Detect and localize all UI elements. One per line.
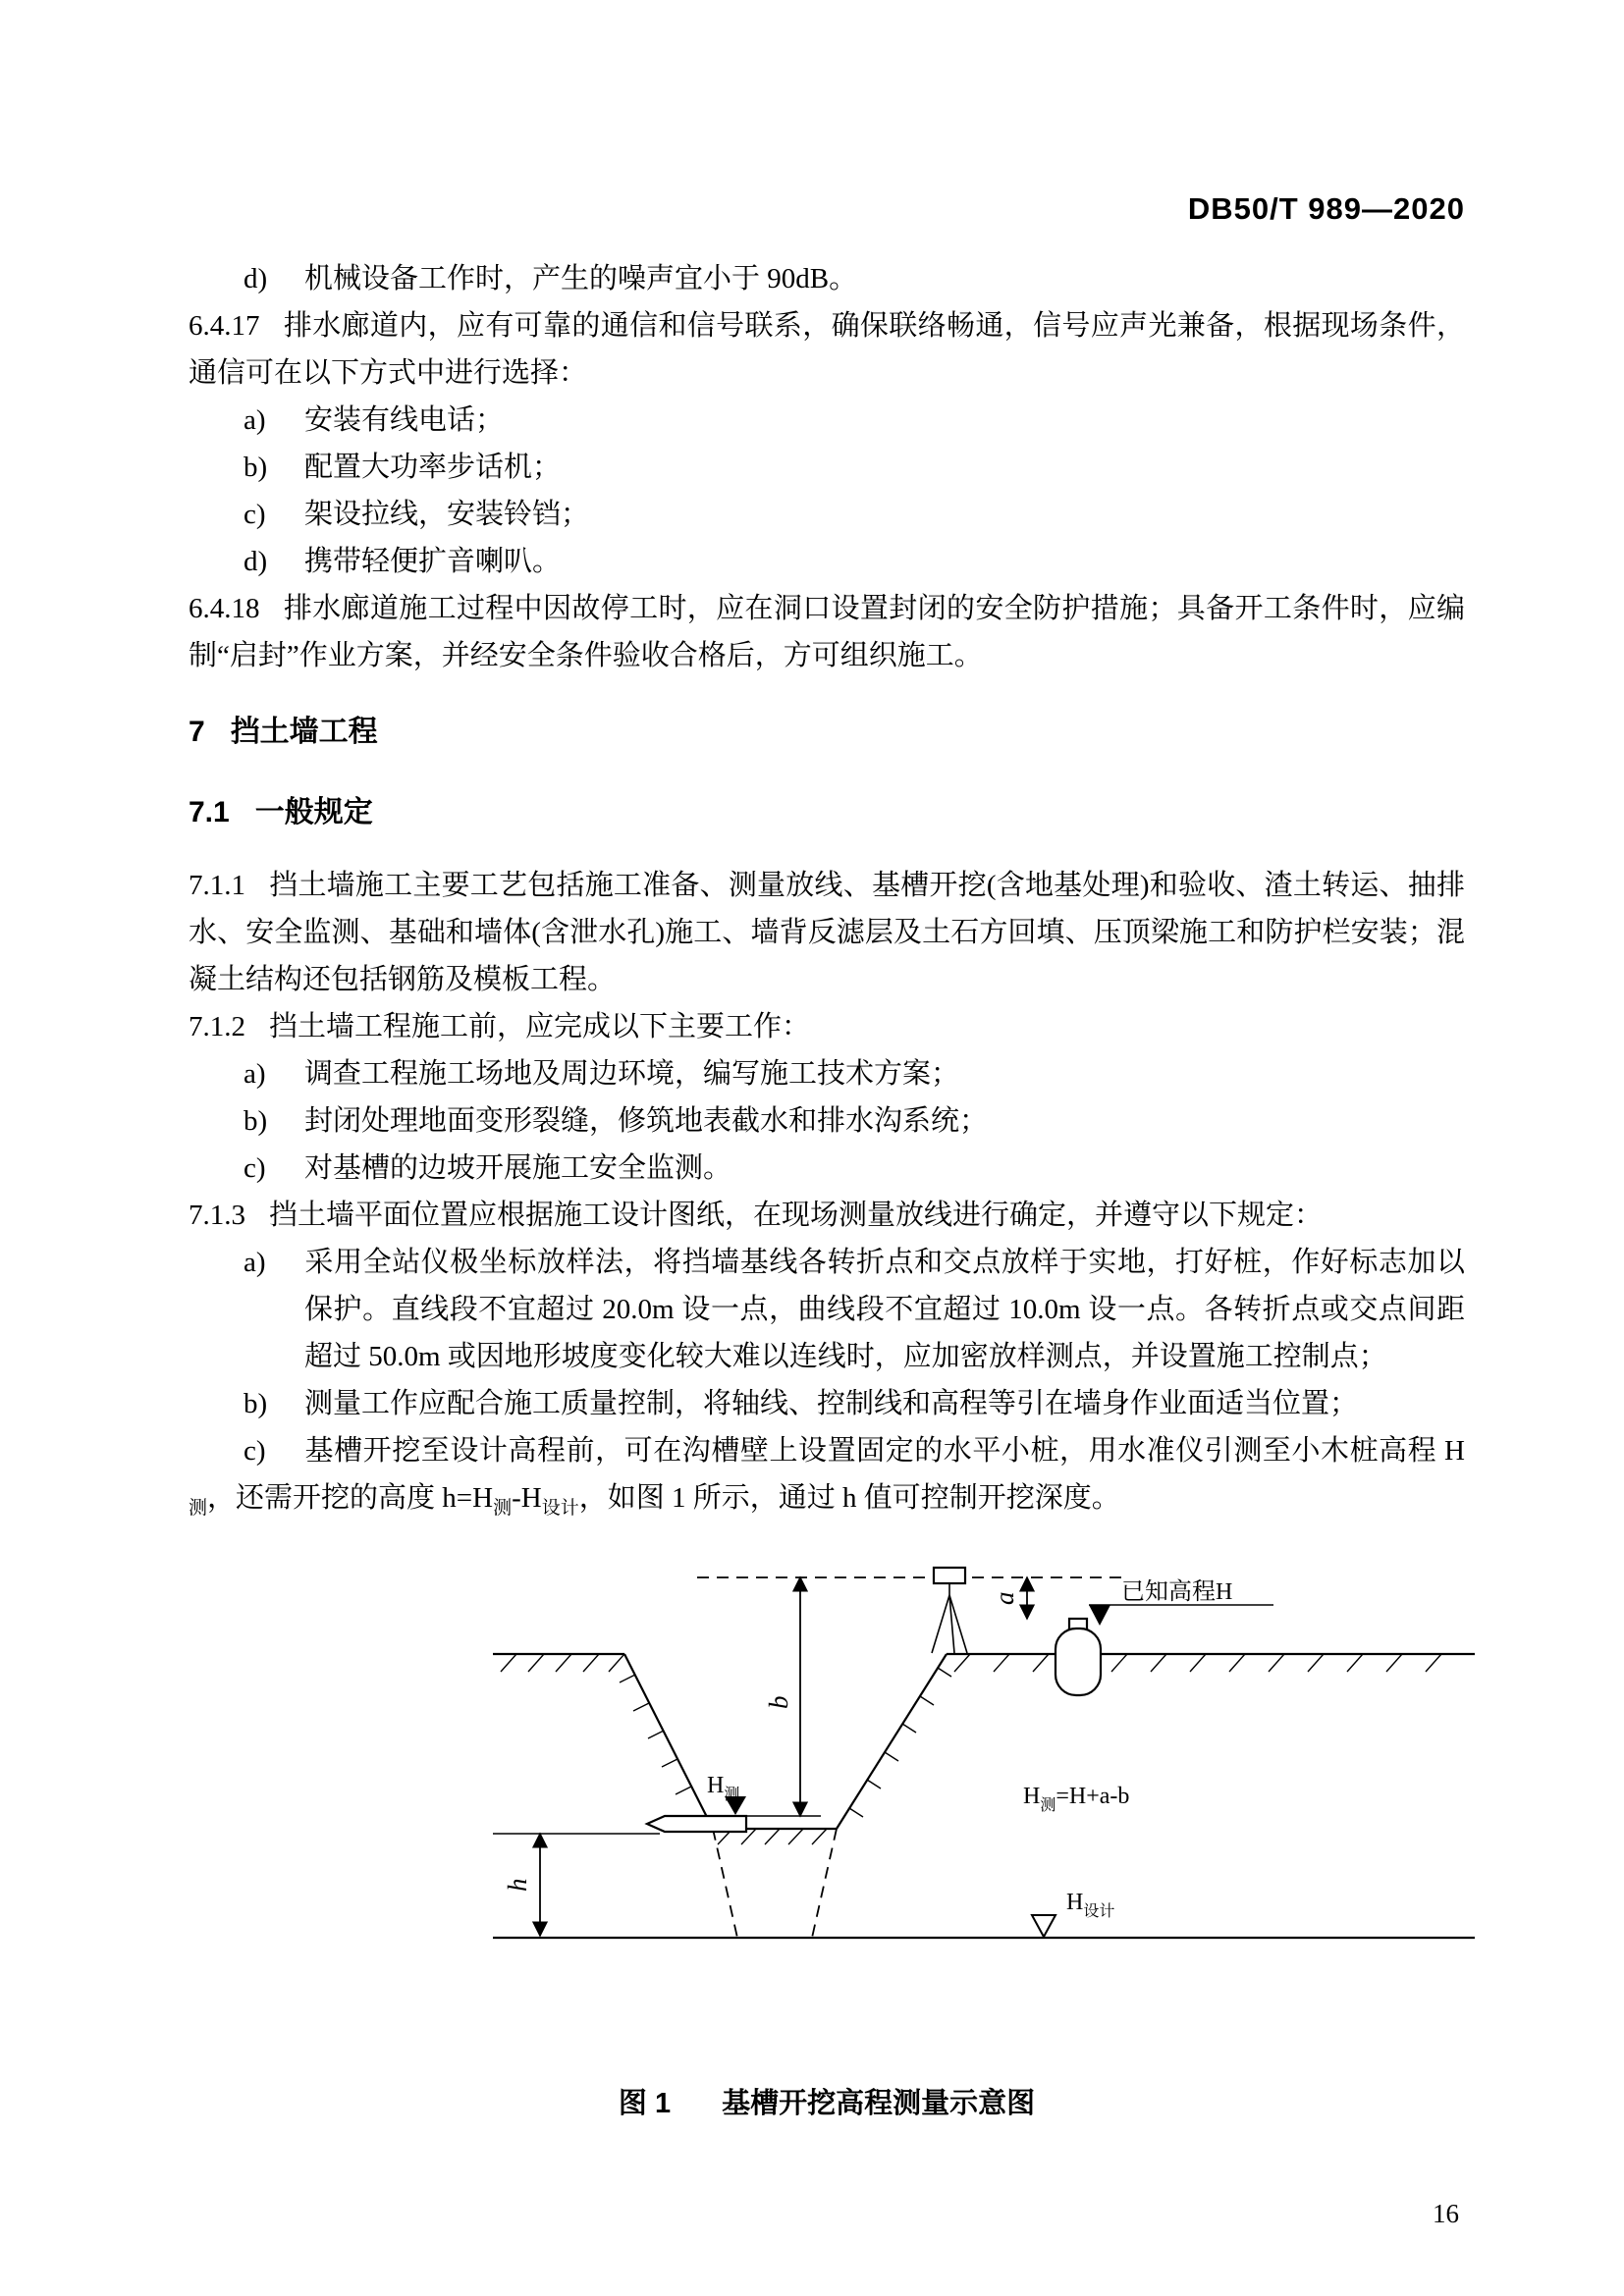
clause-text: 挡土墙平面位置应根据施工设计图纸，在现场测量放线进行确定，并遵守以下规定： <box>269 1200 1324 1231</box>
clause-7-1-3 <box>189 1192 1465 1239</box>
section-number: 7 <box>189 716 205 748</box>
remaining-excavation-right <box>812 1829 837 1938</box>
subscript: 测 <box>189 1498 208 1519</box>
list-item-text: 配置大功率步话机； <box>304 452 562 483</box>
list-item-label: a) <box>244 1058 266 1090</box>
clause-number: 7.1.3 <box>189 1200 245 1231</box>
figure-caption-title: 基槽开挖高程测量示意图 <box>722 2088 1036 2119</box>
figure-1-diagram <box>493 1560 1465 1952</box>
dimension-a <box>990 1577 1027 1619</box>
svg-text:h: h <box>503 1878 532 1892</box>
subscript: 测 <box>493 1498 513 1519</box>
list-item-label: c) <box>244 1152 266 1184</box>
benchmark-marker <box>1056 1619 1101 1695</box>
stake <box>647 1816 746 1832</box>
subscript: 设计 <box>541 1498 579 1519</box>
dimension-h <box>503 1834 540 1936</box>
list-item-a <box>189 1050 1465 1097</box>
list-item-b <box>189 1380 1465 1427</box>
list-item-text: 采用全站仪极坐标放样法，将挡墙基线各转折点和交点放样于实地，打好桩，作好标志加以保护。直线段不宜超过 20.0m 设一点，曲线段不宜超过 10.0m 设一点。各转折点或交点间距超过 50.0m 或因地形坡度变化较大难以连线时，应加密放样测点，并设置施工控制点； <box>304 1247 1465 1372</box>
clause-7-1-2 <box>189 1003 1465 1050</box>
clause-number: 6.4.17 <box>189 310 260 342</box>
list-item-c <box>189 1145 1465 1192</box>
trench-slope-right <box>837 1654 947 1829</box>
ground-hatching <box>501 1654 1441 1844</box>
list-item-label: b) <box>244 1388 268 1419</box>
figure-caption-number: 图 1 <box>618 2088 672 2119</box>
list-item-text: ，还需开挖的高度 h=H <box>207 1482 494 1514</box>
known-elevation-triangle-icon <box>1089 1605 1110 1626</box>
svg-text:b: b <box>764 1695 793 1709</box>
section-title: 一般规定 <box>254 796 373 828</box>
svg-text:a: a <box>990 1591 1019 1605</box>
h-measured-label: $H_测$ <box>707 1773 740 1803</box>
clause-text: 排水廊道内，应有可靠的通信和信号联系，确保联络畅通，信号应声光兼备，根据现场条件，通信可在以下方式中进行选择： <box>189 310 1465 389</box>
clause-7-1-1 <box>189 862 1465 1003</box>
level-instrument-icon <box>932 1568 967 1653</box>
list-item-text: 基槽开挖至设计高程前，可在沟槽壁上设置固定的水平小桩，用水准仪引测至小木桩高程 H <box>304 1435 1465 1467</box>
list-item-text: ，如图 1 所示，通过 h 值可控制开挖深度。 <box>578 1482 1120 1514</box>
section-title: 挡土墙工程 <box>230 716 378 748</box>
h-design-triangle-icon <box>1032 1915 1056 1937</box>
list-item-a <box>189 397 1465 444</box>
clause-text: 挡土墙工程施工前，应完成以下主要工作： <box>269 1011 811 1042</box>
doc-code-header: DB50/T 989—2020 <box>1187 191 1465 226</box>
list-item-text: 对基槽的边坡开展施工安全监测。 <box>304 1152 732 1184</box>
list-item-text: 测量工作应配合施工质量控制，将轴线、控制线和高程等引在墙身作业面适当位置； <box>304 1388 1359 1419</box>
clause-number: 6.4.18 <box>189 593 260 624</box>
section-7-heading <box>189 709 1465 756</box>
list-item-d <box>189 538 1465 585</box>
dimension-b <box>764 1577 800 1816</box>
list-item-text: 封闭处理地面变形裂缝，修筑地表截水和排水沟系统； <box>304 1105 989 1137</box>
list-item-a <box>189 1239 1465 1380</box>
list-item-text: -H <box>512 1482 542 1514</box>
section-7-1-heading <box>189 789 1465 836</box>
clause-number: 7.1.1 <box>189 870 245 901</box>
list-item-d-noise <box>189 255 1465 302</box>
list-item-label: c) <box>244 1435 266 1467</box>
known-elevation-label: 已知高程H <box>1121 1579 1233 1605</box>
remaining-excavation-left <box>713 1829 737 1938</box>
clause-number: 7.1.2 <box>189 1011 245 1042</box>
list-item-label: a) <box>244 1247 266 1278</box>
excavation-elevation-diagram <box>493 1560 1475 1952</box>
clause-6-4-18 <box>189 585 1465 679</box>
list-item-c-paragraph <box>189 1427 1465 1532</box>
list-item-b <box>189 1097 1465 1145</box>
list-item-text: 安装有线电话； <box>304 404 505 436</box>
page-number: 16 <box>1433 2199 1459 2228</box>
list-item-label: a) <box>244 404 266 436</box>
list-item-label: c) <box>244 499 266 530</box>
list-item-label: b) <box>244 1105 268 1137</box>
list-item-text: 携带轻便扩音喇叭。 <box>304 546 562 577</box>
list-item-text: 调查工程施工场地及周边环境，编写施工技术方案； <box>304 1058 960 1090</box>
list-item-label: d) <box>244 546 268 577</box>
h-design-label: $H_{设计}$ <box>1066 1890 1115 1920</box>
trench-slope-left <box>624 1654 713 1829</box>
list-item-b <box>189 444 1465 491</box>
clause-text: 挡土墙施工主要工艺包括施工准备、测量放线、基槽开挖(含地基处理)和验收、渣土转运、抽排水、安全监测、基础和墙体(含泄水孔)施工、墙背反滤层及土石方回填、压顶梁施工和防护栏安装；混凝土结构还包括钢筋及模板工程。 <box>189 870 1465 995</box>
section-number: 7.1 <box>189 796 230 828</box>
figure-caption <box>189 2080 1465 2127</box>
list-item-label: d) <box>244 263 268 294</box>
list-item-c <box>189 491 1465 538</box>
list-item-label: b) <box>244 452 268 483</box>
list-item-text: 机械设备工作时，产生的噪声宜小于 90dB。 <box>304 263 858 294</box>
formula-label: $H_测=H+a-b$ <box>1023 1784 1130 1814</box>
list-item-text: 架设拉线，安装铃铛； <box>304 499 590 530</box>
clause-text: 排水廊道施工过程中因故停工时，应在洞口设置封闭的安全防护措施；具备开工条件时，应编制“启封”作业方案，并经安全条件验收合格后，方可组织施工。 <box>189 593 1465 671</box>
clause-6-4-17 <box>189 302 1465 397</box>
